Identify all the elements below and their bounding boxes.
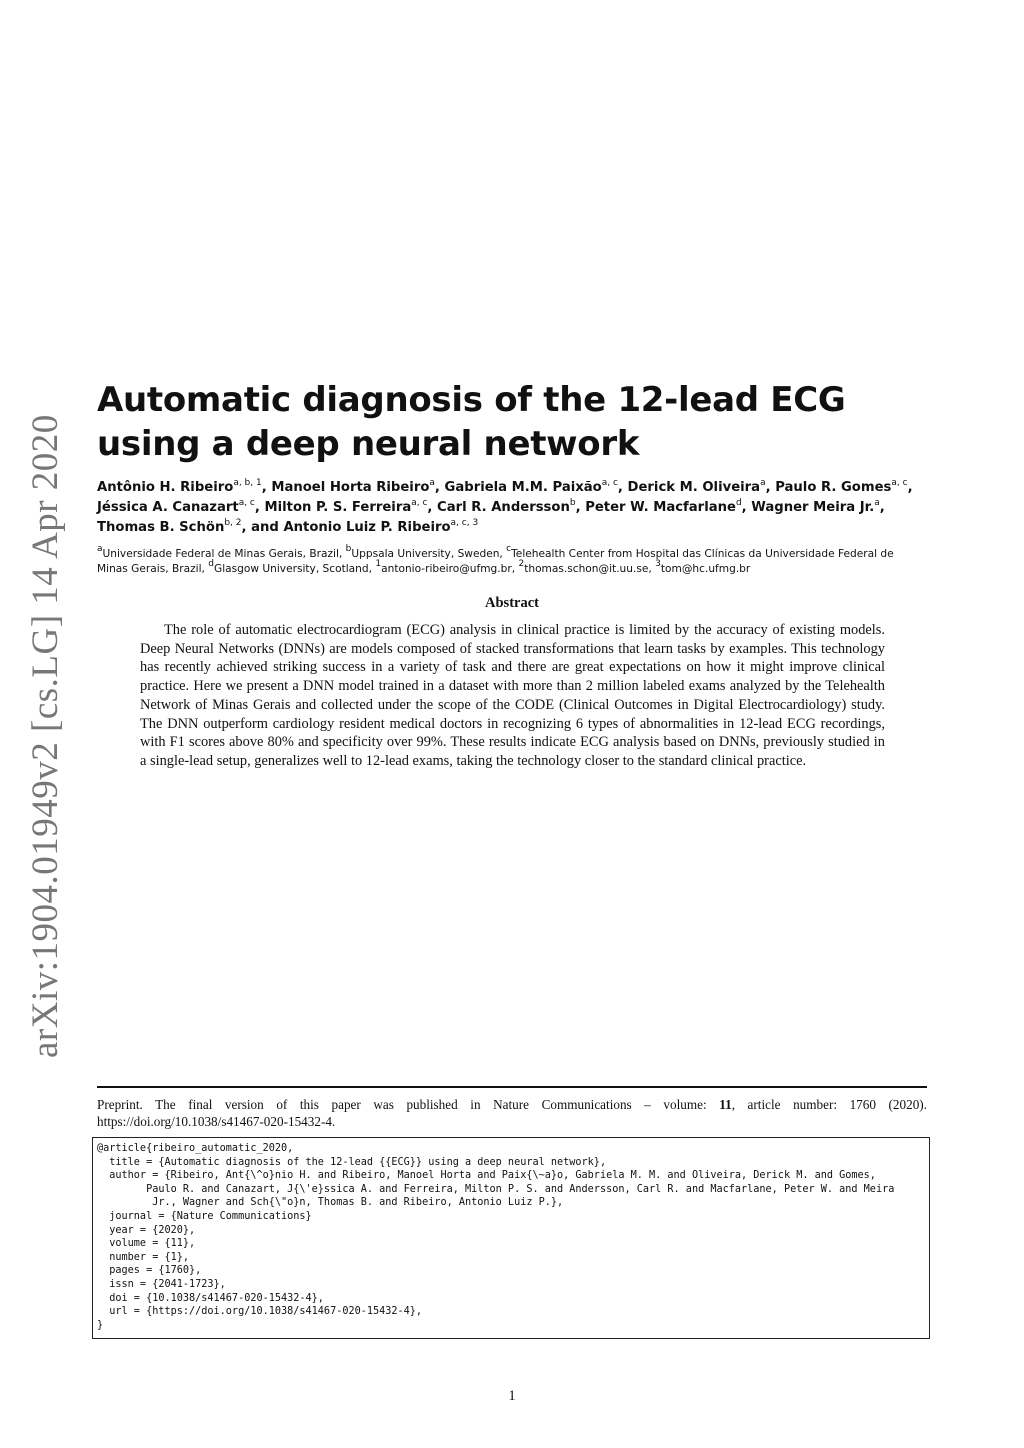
bibtex-line: doi = {10.1038/s41467-020-15432-4}, <box>97 1292 324 1304</box>
bibtex-line: journal = {Nature Communications} <box>97 1210 312 1222</box>
bibtex-entry <box>93 1138 929 1332</box>
author-name: Paulo R. Gomes <box>775 480 892 495</box>
bibtex-line: volume = {11}, <box>97 1238 196 1250</box>
bibtex-line: Paulo R. and Canazart, J{\'e}ssica A. and Ferreira, Milton P. S. and Andersson, Carl R. and Macfarlane, Peter W. and Meira <box>97 1183 895 1195</box>
abstract-body: The role of automatic electrocardiogram (ECG) analysis in clinical practice is limited by the accuracy of existing models. Deep Neural Networks (DNNs) are models composed of stacked transformations that learn tasks by examples. This technology has recently achieved striking success in a variety of task and there are great expectations on how it might improve clinical practice. Here we present a DNN model trained in a dataset with more than 2 million labeled exams analyzed by the Telehealth Network of Minas Gerais and collected under the scope of the CODE (Clinical Outcomes in Digital Electrocardiology) study. The DNN outperform cardiology resident medical doctors in recognizing 6 types of abnormalities in 12-lead ECG recordings, with F1 scores above 80% and specificity over 99%. These results indicate ECG analysis based on DNNs, previously studied in a single-lead setup, generalizes well to 12-lead exams, taking the technology closer to the standard clinical practice. <box>140 622 885 769</box>
bibtex-citation-box <box>92 1137 930 1339</box>
author-list: Antônio H. Ribeiro$^{a, b, 1}$, Manoel Horta Ribeiro$^a$, Gabriela M.M. Paixão$^{a, c}$, Derick M. Oliveira$^a$, Paulo R. Gomes$^{a, c}$, Jéssica A. Canazart$^{a, c}$, Milton P. S. Ferreira$^{a, c}$, Carl R. Andersson$^b$, Peter W. Macfarlane$^d$, Wagner Meira Jr.$^a$, Thomas B. Schön$^{b, 2}$, and Antonio Luiz P. Ribeiro$^{a, c, 3}$ <box>97 477 913 535</box>
affiliation-text: thomas.schon@it.uu.se, <box>524 563 652 575</box>
page-number: 1 <box>508 1388 516 1404</box>
author-affiliation-mark: a, c, 3 <box>450 517 479 528</box>
bibtex-line: title = {Automatic diagnosis of the 12-lead {{ECG}} using a deep neural network}, <box>97 1156 607 1168</box>
bibtex-line: Jr., Wagner and Sch{\"o}n, Thomas B. and Ribeiro, Antonio Luiz P.}, <box>97 1197 564 1209</box>
affiliation-text: Universidade Federal de Minas Gerais, Brazil, <box>102 548 343 560</box>
bibtex-line: year = {2020}, <box>97 1224 196 1236</box>
preprint-volume: 11 <box>719 1097 732 1112</box>
author-affiliation-mark: a, c <box>411 497 428 508</box>
bibtex-line: @article{ribeiro_automatic_2020, <box>97 1143 294 1154</box>
author-name: Gabriela M.M. Paixão <box>444 480 602 495</box>
arxiv-identifier-stamp: arXiv:1904.01949v2 [cs.LG] 14 Apr 2020 <box>25 414 66 1058</box>
bibtex-line: url = {https://doi.org/10.1038/s41467-020-15432-4}, <box>97 1306 423 1318</box>
affiliation-mark: 3 <box>655 559 661 570</box>
author-name: Thomas B. Schön <box>97 520 225 535</box>
author-affiliation-mark: a, c <box>601 477 618 488</box>
affiliation-text: tom@hc.ufmg.br <box>660 563 751 575</box>
author-name: Manoel Horta Ribeiro <box>271 480 430 495</box>
preprint-note-text: Preprint. The final version of this paper was published in Nature Communications – volume: <box>97 1097 707 1112</box>
preprint-note-rest: , article number: 1760 (2020). https://doi.org/10.1038/s41467-020-15432-4. <box>97 1097 927 1129</box>
author-name: Derick M. Oliveira <box>627 480 761 495</box>
affiliation-text: Telehealth Center from Hospital das Clínicas da Universidade Federal de Minas Gerais, Brazil, <box>97 548 894 575</box>
affiliation-mark: 2 <box>518 559 525 570</box>
affiliation-text: antonio-ribeiro@ufmg.br, <box>381 563 516 575</box>
author-affiliation-mark: d <box>735 497 742 508</box>
author-name: Peter W. Macfarlane <box>585 500 736 515</box>
affiliations <box>97 544 927 577</box>
author-affiliation-mark: a, c <box>891 477 908 488</box>
bibtex-line: pages = {1760}, <box>97 1265 202 1277</box>
author-name: Antônio H. Ribeiro <box>97 480 234 495</box>
author-affiliation-mark: a <box>874 497 880 508</box>
author-affiliation-mark: a, c <box>238 497 255 508</box>
bibtex-line: issn = {2041-1723}, <box>97 1278 226 1290</box>
author-affiliation-mark: a <box>429 477 435 488</box>
affiliation-text: Glasgow University, Scotland, <box>213 563 372 575</box>
author-affiliation-mark: a <box>760 477 766 488</box>
author-name: Wagner Meira Jr. <box>751 500 875 515</box>
paper-title: Automatic diagnosis of the 12-lead ECG using a deep neural network <box>97 380 846 464</box>
affiliation-mark: c <box>506 544 512 555</box>
bibtex-line: author = {Ribeiro, Ant{\^o}nio H. and Ribeiro, Manoel Horta and Paix{\~a}o, Gabriela M. M. and Oliveira, Derick M. and Gomes, <box>97 1170 876 1182</box>
author-conjunction: and <box>251 520 284 535</box>
affiliation-mark: 1 <box>375 559 382 570</box>
author-name: Milton P. S. Ferreira <box>264 500 412 515</box>
author-name: Carl R. Andersson <box>437 500 570 515</box>
author-affiliation-mark: a, b, 1 <box>233 477 262 488</box>
affiliation-mark: b <box>345 544 352 555</box>
author-name: Jéssica A. Canazart <box>97 500 239 515</box>
affiliation-text: Uppsala University, Sweden, <box>351 548 503 560</box>
bibtex-line: } <box>97 1319 104 1331</box>
affiliation-mark: a <box>97 544 103 555</box>
author-affiliation-mark: b <box>569 497 576 508</box>
affiliation-mark: d <box>208 559 214 570</box>
bibtex-line: number = {1}, <box>97 1251 190 1263</box>
author-affiliation-mark: b, 2 <box>224 517 242 528</box>
preprint-note <box>97 1096 927 1130</box>
abstract-heading: Abstract <box>485 595 539 611</box>
footnote-rule <box>97 1086 927 1088</box>
author-name: Antonio Luiz P. Ribeiro <box>283 520 451 535</box>
